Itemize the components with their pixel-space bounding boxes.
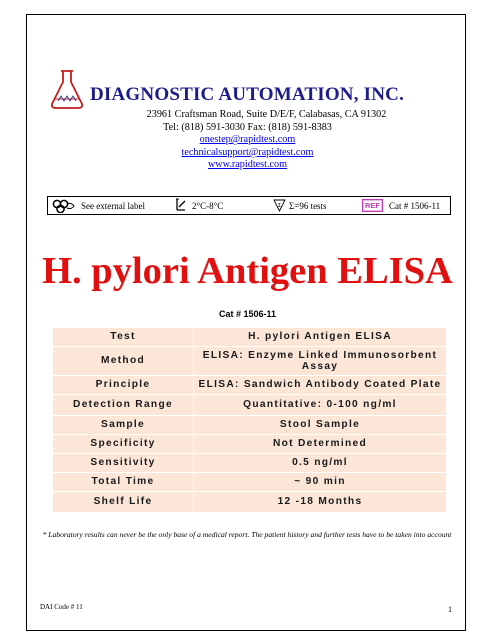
flask-logo-icon [48,68,86,110]
spec-value: ELISA: Sandwich Antibody Coated Plate [194,376,447,395]
spec-value: Quantitative: 0-100 ng/ml [194,395,447,416]
temperature-text: 2°C-8°C [192,200,224,211]
spec-label: Sample [53,416,194,435]
table-row [53,328,447,347]
svg-text:Σ: Σ [277,202,282,209]
product-info-bar [47,196,451,215]
table-row [53,347,447,376]
table-row [53,395,447,416]
tests-cell [273,197,327,214]
spec-value: ELISA: Enzyme Linked Immunosorbent Assay [194,347,447,376]
thermometer-icon [174,198,188,214]
spec-label: Sensitivity [53,454,194,473]
page-number: 1 [448,605,452,614]
spec-label: Total Time [53,473,194,492]
disclaimer-note: * Laboratory results can never be the only base of a medical report. The patient history and further tests have to be taken into account [42,530,452,539]
table-row [53,492,447,513]
specifications-table [52,327,447,513]
spec-value: ~ 90 min [194,473,447,492]
temperature-cell [174,197,223,214]
biohazard-text: See external label [81,200,145,211]
spec-value: H. pylori Antigen ELISA [194,328,447,347]
tests-text: Σ=96 tests [289,200,327,211]
spec-value: Stool Sample [194,416,447,435]
spec-label: Principle [53,376,194,395]
biohazard-icon [52,199,76,213]
spec-label: Method [53,347,194,376]
dai-code: DAI Code # 11 [40,603,83,611]
catalog-number: Cat # 1506-11 [218,309,277,319]
document-title: H. pylori Antigen ELISA [42,250,453,292]
ref-icon: REF [362,199,383,212]
company-name: DIAGNOSTIC AUTOMATION, INC. [90,84,405,105]
spec-value: 12 -18 Months [194,492,447,513]
website-link[interactable]: www.rapidtest.com [207,159,288,171]
company-phone: Tel: (818) 591-3030 Fax: (818) 591-8383 [163,121,332,133]
contact-block [0,109,495,172]
spec-value: 0.5 ng/ml [194,454,447,473]
table-row [53,376,447,395]
spec-label: Detection Range [53,395,194,416]
table-row [53,473,447,492]
company-address: 23961 Craftsman Road, Suite D/E/F, Calabasas, CA 91302 [146,109,387,120]
spec-value: Not Determined [194,435,447,454]
table-row [53,416,447,435]
table-row [53,435,447,454]
spec-label: Test [53,328,194,347]
biohazard-cell [52,197,145,214]
table-row [53,454,447,473]
catalog-text: Cat # 1506-11 [389,200,441,211]
catalog-cell [362,197,440,214]
email-link-onestep[interactable]: onestep@rapidtest.com [199,134,296,146]
email-link-support[interactable]: technicalsupport@rapidtest.com [181,146,314,158]
sigma-icon [273,199,286,213]
spec-label: Shelf Life [53,492,194,513]
spec-label: Specificity [53,435,194,454]
